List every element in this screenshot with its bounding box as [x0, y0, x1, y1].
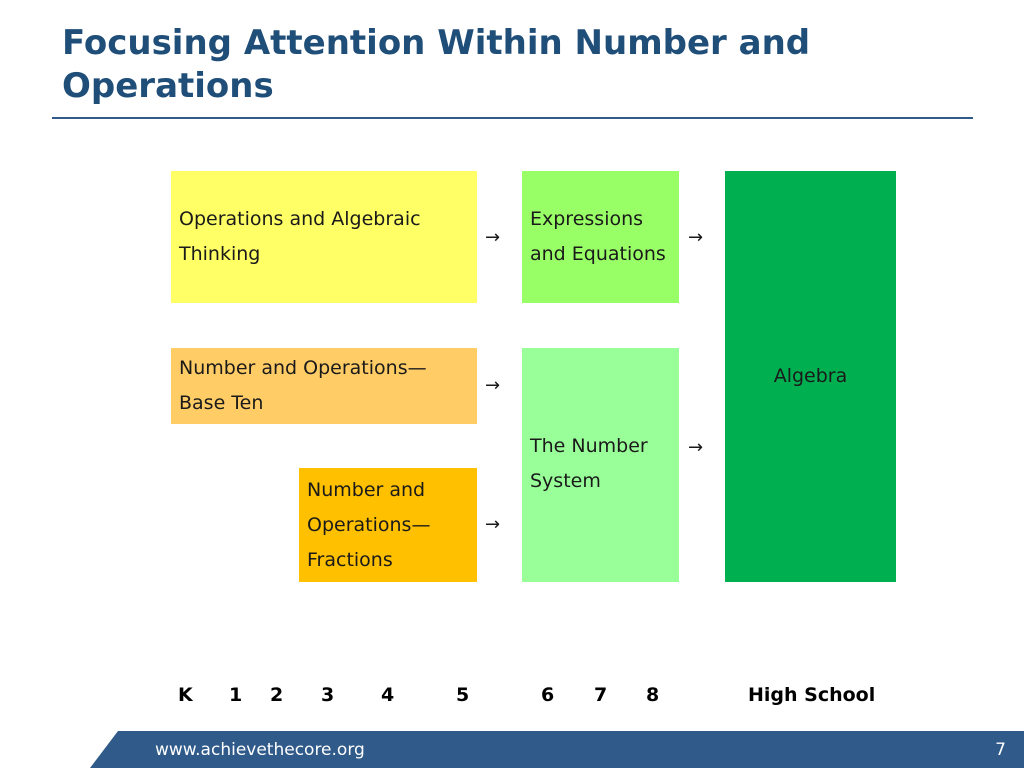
page-number: 7: [995, 740, 1006, 760]
box-expressions-equations: [522, 171, 679, 303]
grade-label-5: 5: [456, 684, 470, 706]
grade-label-k: K: [178, 684, 193, 706]
grade-label-4: 4: [381, 684, 395, 706]
arrow-ee-to-algebra: →: [688, 227, 704, 248]
grade-label-1: 1: [229, 684, 243, 706]
footer-band-shape: [0, 731, 1024, 768]
box-number-operations-fractions: [299, 468, 477, 582]
arrow-nbt-to-ns: →: [485, 375, 501, 396]
box-label-ee: Expressions and Equations: [530, 208, 666, 265]
grade-label-6: 6: [541, 684, 555, 706]
box-operations-algebraic-thinking: [171, 171, 477, 303]
footer-url[interactable]: www.achievethecore.org: [155, 740, 365, 760]
box-label-oat: Operations and Algebraic Thinking: [179, 208, 421, 265]
box-number-system: [522, 348, 679, 582]
arrow-oat-to-ee: →: [485, 227, 501, 248]
box-number-operations-base-ten: [171, 348, 477, 424]
grade-label-3: 3: [321, 684, 335, 706]
box-label-ns: The Number System: [530, 435, 648, 492]
footer-bar: [0, 731, 1024, 768]
title-divider: [52, 117, 973, 119]
arrow-nf-to-ns: →: [485, 514, 501, 535]
box-label-nf: Number and Operations— Fractions: [307, 478, 431, 571]
grade-label-high-school: High School: [748, 684, 876, 706]
grade-label-7: 7: [594, 684, 608, 706]
box-label-nbt: Number and Operations— Base Ten: [179, 357, 427, 414]
slide-title: Focusing Attention Within Number and Operations: [62, 23, 811, 106]
box-algebra: [725, 171, 896, 582]
box-label-alg: Algebra: [773, 365, 848, 387]
grade-label-8: 8: [646, 684, 660, 706]
grade-label-2: 2: [270, 684, 284, 706]
arrow-ns-to-algebra: →: [688, 437, 704, 458]
